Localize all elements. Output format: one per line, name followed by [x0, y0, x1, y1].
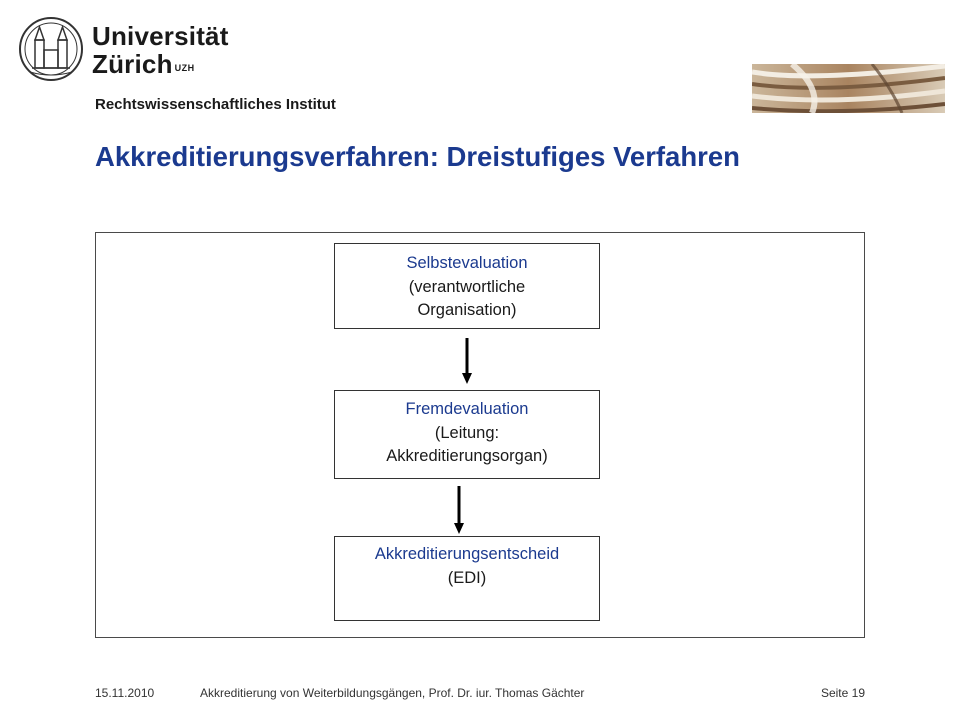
- down-arrow-icon: [457, 338, 477, 384]
- logo-line-1: Universität: [92, 21, 229, 51]
- university-logo-wordmark: [92, 22, 229, 78]
- university-seal-icon: [18, 14, 84, 84]
- step-detail: Akkreditierungsorgan): [386, 447, 548, 465]
- step-detail: (verantwortliche: [408, 277, 526, 296]
- step-name: Selbstevaluation: [406, 254, 528, 272]
- header-architecture-photo: [752, 64, 945, 113]
- step-name: Fremdevaluation: [405, 400, 529, 418]
- step-detail: (EDI): [447, 568, 487, 587]
- step-detail: (Leitung:: [434, 423, 500, 442]
- footer-page-number: Seite 19: [820, 686, 865, 700]
- step-accreditation-decision: [334, 536, 600, 621]
- step-external-evaluation: [334, 390, 600, 479]
- down-arrow-icon: [449, 486, 469, 534]
- logo-line-2: Zürich: [92, 49, 173, 79]
- footer-presentation-title: Akkreditierung von Weiterbildungsgängen, Prof. Dr. iur. Thomas Gächter: [200, 686, 585, 700]
- step-self-evaluation: [334, 243, 600, 329]
- footer-date: 15.11.2010: [95, 686, 155, 700]
- logo-suffix: UZH: [174, 63, 195, 73]
- institute-name: Rechtswissenschaftliches Institut: [95, 96, 336, 113]
- step-detail: Organisation): [417, 301, 517, 319]
- step-name: Akkreditierungsentscheid: [374, 545, 560, 563]
- slide-title: Akkreditierungsverfahren: Dreistufiges Verfahren: [95, 141, 740, 172]
